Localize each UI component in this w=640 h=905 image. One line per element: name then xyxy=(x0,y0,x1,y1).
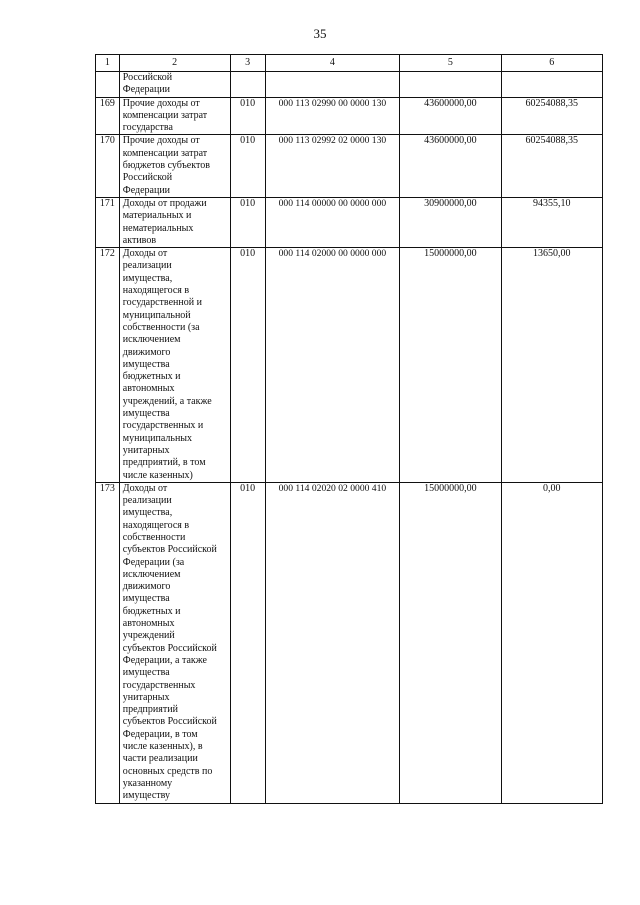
row-line-code: 010 xyxy=(230,248,265,483)
column-header: 4 xyxy=(265,55,400,72)
row-plan-amount: 43600000,00 xyxy=(400,135,501,197)
column-header: 5 xyxy=(400,55,501,72)
row-line-code: 010 xyxy=(230,482,265,803)
row-line-code: 010 xyxy=(230,97,265,135)
header-row xyxy=(96,55,603,72)
row-budget-code xyxy=(265,72,400,98)
row-budget-code: 000 114 02000 00 0000 000 xyxy=(265,248,400,483)
row-number: 169 xyxy=(96,97,120,135)
row-name: Прочие доходы от компенсации затрат государства xyxy=(119,97,230,135)
row-name: Доходы от реализации имущества, находящегося в собственности субъектов Российской Федерации (за исключением движимого имущества бюджетных и автономных учреждений субъектов Российской Федерации, а также имущества государственных унитарных предприятий субъектов Российской Федерации, в том числе казенных), в части реализации основных средств по указанному имуществу xyxy=(119,482,230,803)
page-number: 35 xyxy=(313,26,327,41)
row-number: 173 xyxy=(96,482,120,803)
column-header: 6 xyxy=(501,55,602,72)
table-row xyxy=(96,135,603,197)
row-budget-code: 000 114 02020 02 0000 410 xyxy=(265,482,400,803)
column-header: 1 xyxy=(96,55,120,72)
table-row xyxy=(96,72,603,98)
column-header: 2 xyxy=(119,55,230,72)
row-name: Доходы от продажи материальных и нематериальных активов xyxy=(119,197,230,247)
table-row xyxy=(96,248,603,483)
row-name: Доходы от реализации имущества, находящегося в государственной и муниципальной собственности (за исключением движимого имущества бюджетных и автономных учреждений, а также имущества государственных и муниципальных унитарных предприятий, в том числе казенных) xyxy=(119,248,230,483)
row-fact-amount: 94355,10 xyxy=(501,197,602,247)
row-number: 171 xyxy=(96,197,120,247)
row-fact-amount: 60254088,35 xyxy=(501,135,602,197)
row-budget-code: 000 114 00000 00 0000 000 xyxy=(265,197,400,247)
column-header: 3 xyxy=(230,55,265,72)
row-budget-code: 000 113 02990 00 0000 130 xyxy=(265,97,400,135)
table-row xyxy=(96,197,603,247)
table-row xyxy=(96,482,603,803)
row-name: Российской Федерации xyxy=(119,72,230,98)
row-plan-amount: 30900000,00 xyxy=(400,197,501,247)
row-line-code: 010 xyxy=(230,197,265,247)
row-name: Прочие доходы от компенсации затрат бюджетов субъектов Российской Федерации xyxy=(119,135,230,197)
table-row xyxy=(96,97,603,135)
row-plan-amount: 43600000,00 xyxy=(400,97,501,135)
row-number xyxy=(96,72,120,98)
row-number: 170 xyxy=(96,135,120,197)
row-fact-amount: 0,00 xyxy=(501,482,602,803)
revenue-table xyxy=(95,54,603,804)
row-fact-amount: 60254088,35 xyxy=(501,97,602,135)
row-plan-amount xyxy=(400,72,501,98)
row-line-code xyxy=(230,72,265,98)
row-line-code: 010 xyxy=(230,135,265,197)
row-plan-amount: 15000000,00 xyxy=(400,248,501,483)
row-budget-code: 000 113 02992 02 0000 130 xyxy=(265,135,400,197)
row-fact-amount: 13650,00 xyxy=(501,248,602,483)
row-fact-amount xyxy=(501,72,602,98)
row-plan-amount: 15000000,00 xyxy=(400,482,501,803)
row-number: 172 xyxy=(96,248,120,483)
